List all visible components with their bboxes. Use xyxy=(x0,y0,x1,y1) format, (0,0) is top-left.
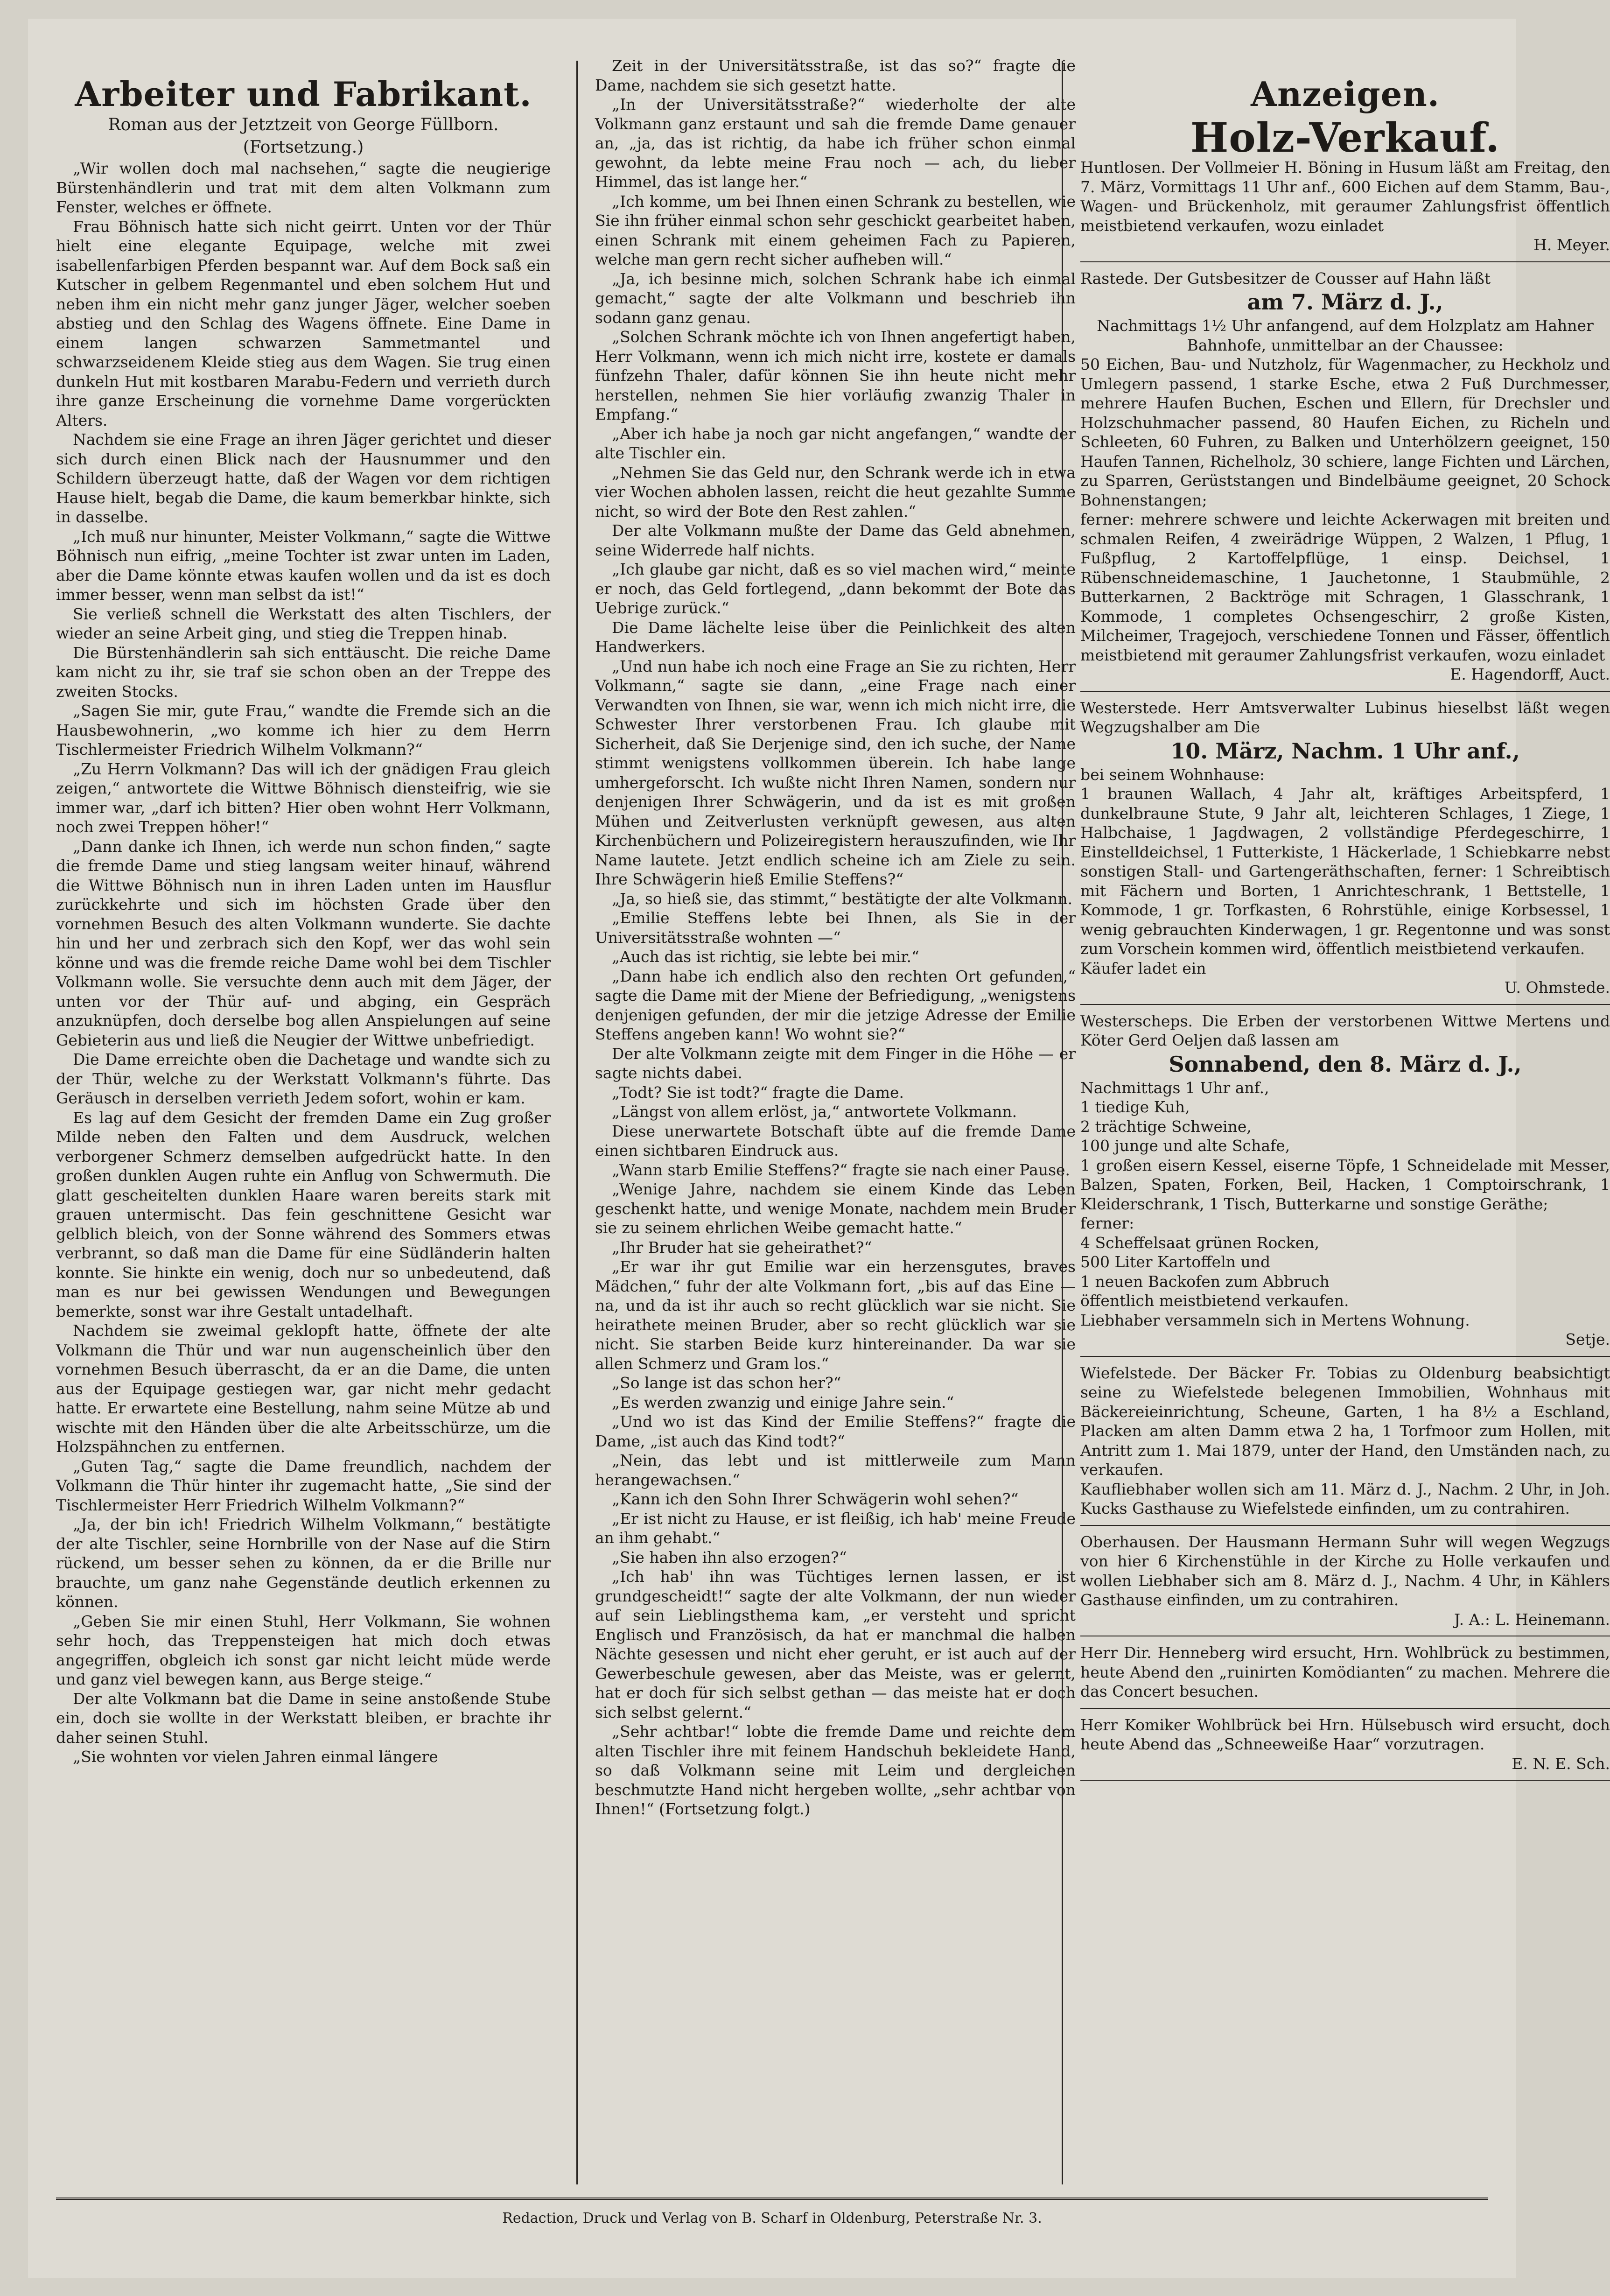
ad-divider xyxy=(1080,691,1610,692)
paragraph: „Und nun habe ich noch eine Frage an Sie zu richten, Herr Volkmann,“ sagte sie dann, „eine Frage nach einer Verwandten von Ihnen, sie war, wenn ich mich nicht irre, die Schwester Ihrer verstorbenen Frau. Ich glaube mit Sicherheit, daß Sie Derjenige sind, den ich suche, der Name stimmt wenigstens vollkommen überein. Ich habe lange umhergeforscht. Ich wußte nicht Ihren Namen, sondern nur denjenigen Ihrer Schwägerin, und da ist es mit großen Mühen und Zeitverlusten verknüpft gewesen, aus alten Kirchenbüchern und Polizeiregistern herauszufinden, wie Ihr Name lautete. Jetzt endlich scheine ich am Ziele zu sein. Ihre Schwägerin hieß Emilie Steffens?“ xyxy=(595,657,1076,888)
column-rule-1 xyxy=(576,61,578,2184)
advertisement xyxy=(1080,1011,1610,1349)
advertisement xyxy=(1080,269,1610,684)
ad-text: Herr Komiker Wohlbrück bei Hrn. Hülsebusch wird ersucht, doch heute Abend das „Schneeweiße Haar“ vorzutragen. xyxy=(1080,1715,1610,1753)
ad-text: 1 braunen Wallach, 4 Jahr alt, kräftiges Arbeitspferd, 1 dunkelbraune Stute, 9 Jahr alt, leichteren Schlages, 1 Ziege, 1 Halbchaise, 1 Jagdwagen, 2 vollständige Pferdegeschirre, 1 Einstelldeichsel, 1 Futterkiste, 1 Häckerlade, 1 Schiebkarre nebst sonstigen Stall- und Gartengeräthschaften, ferner: 1 Schreibtisch mit Fächern und Borten, 1 Anrichteschrank, 1 Bettstelle, 1 Kommode, 1 gr. Torfkasten, 6 Rohrstühle, einige Korbsessel, 1 wenig gebrauchten Kinderwagen, 1 gr. Regentonne und was sonst zum Vorschein kommen wird, öffentlich meistbietend verkaufen. xyxy=(1080,785,1610,958)
paragraph: „Er ist nicht zu Hause, er ist fleißig, ich hab' meine Freude an ihm gehabt.“ xyxy=(595,1509,1076,1547)
ad-text: Liebhaber versammeln sich in Mertens Wohnung. xyxy=(1080,1311,1470,1329)
ad-divider xyxy=(1080,1780,1610,1781)
ad-text: öffentlich meistbietend verkaufen. xyxy=(1080,1292,1349,1310)
novel-text-part2 xyxy=(595,56,1076,1819)
imprint-footer: Redaction, Druck und Verlag von B. Scharf in Oldenburg, Peterstraße Nr. 3. xyxy=(56,2198,1488,2226)
paragraph: Nachdem sie eine Frage an ihren Jäger gerichtet und dieser sich durch einen Blick nach der Hausnummer und den Schildern überzeugt hatte, daß der Wagen vor dem richtigen Hause hielt, begab die Dame, die kaum bemerkbar hinkte, sich in dasselbe. xyxy=(56,430,551,526)
ad-divider xyxy=(1080,261,1610,262)
ad-text: Rastede. Der Gutsbesitzer de Cousser auf Hahn läßt xyxy=(1080,269,1491,288)
paragraph: Sie verließ schnell die Werkstatt des alten Tischlers, der wieder an seine Arbeit ging, und stieg die Treppen hinab. xyxy=(56,604,551,642)
continuation-note: (Fortsetzung.) xyxy=(243,138,364,157)
ad-divider xyxy=(1080,1004,1610,1005)
paragraph: „Sie haben ihn also erzogen?“ xyxy=(612,1548,847,1566)
paragraph: „Kann ich den Sohn Ihrer Schwägerin wohl sehen?“ xyxy=(612,1490,1019,1508)
paragraph: „In der Universitätsstraße?“ wiederholte der alte Volkmann ganz erstaunt und sah die fremde Dame genauer an, „ja, das ist richtig, da habe ich früher schon einmal gewohnt, da lebte meine Frau noch — ach, du lieber Himmel, das ist lange her.“ xyxy=(595,95,1076,191)
ad-signature: E. N. E. Sch. xyxy=(1512,1754,1610,1773)
ad-signature: H. Meyer. xyxy=(1533,236,1610,254)
ad-text: 2 trächtige Schweine, xyxy=(1080,1117,1252,1136)
ad-text: Nachmittags 1½ Uhr anfangend, auf dem Holzplatz am Hahner Bahnhofe, unmittelbar an der Chaussee: xyxy=(1097,316,1594,354)
ad-text: 500 Liter Kartoffeln und xyxy=(1080,1253,1271,1271)
wood-sale-title: Holz-Verkauf. xyxy=(1190,114,1500,161)
ad-divider xyxy=(1080,1708,1610,1709)
advertisements-column xyxy=(1080,56,1610,1787)
ad-divider xyxy=(1080,1525,1610,1526)
ad-signature: Setje. xyxy=(1565,1330,1610,1348)
ad-date-line: am 7. März d. J., xyxy=(1247,289,1443,315)
paragraph: Die Dame lächelte leise über die Peinlichkeit des alten Handwerkers. xyxy=(595,618,1076,656)
paragraph: Der alte Volkmann bat die Dame in seine anstoßende Stube ein, doch sie wollte in der Werkstatt bleiben, er brachte ihr daher seinen Stuhl. xyxy=(56,1689,551,1747)
ad-text: Kaufliebhaber wollen sich am 11. März d. J., Nachm. 2 Uhr, in Joh. Kucks Gasthause zu Wiefelstede einfinden, um zu contrahiren. xyxy=(1080,1480,1610,1517)
paragraph: Frau Böhnisch hatte sich nicht geirrt. Unten vor der Thür hielt eine elegante Equipage, welche mit zwei isabellenfarbigen Pferden bespannt war. Auf dem Bock saß ein Kutscher in gelbem Regenmantel und eben solchem Hut und neben ihm ein nicht mehr ganz junger Jäger, welcher soeben abstieg und den Schlag des Wagens öffnete. Eine Dame in einem langen schwarzen Sammetmantel und schwarzseidenem Kleide stieg aus dem Wagen. Sie trug einen dunkeln Hut mit kostbaren Marabu-Federn und verrieth durch ihre ganze Erscheinung die vornehme Dame vorgerückten Alters. xyxy=(56,217,551,429)
ad-signature: E. Hagendorff, Auct. xyxy=(1450,665,1610,683)
paragraph: „Sagen Sie mir, gute Frau,“ wandte die Fremde sich an die Hausbewohnerin, „wo komme ich hier zu dem Herrn Tischlermeister Friedrich Wilhelm Volkmann?“ xyxy=(56,702,551,758)
ad-text: 50 Eichen, Bau- und Nutzholz, für Wagenmacher, zu Heckholz und Umlegern passend, 1 starke Esche, etwa 2 Fuß Durchmesser, mehrere Haufen Buchen, Eschen und Ellern, für Drechsler und Holzschuhmacher passend, 80 Haufen Eichen, zu Richeln und Schleeten, 60 Fuhren, zu Balken und Unterhölzern geeignet, 150 Haufen Tannen, Richelholz, 30 schiere, lange Fichten und Lärchen, zu Sparren, Gerüststangen und Bindelbäume geeignet, 20 Schock Bohnenstangen; xyxy=(1080,355,1610,509)
paragraph: „Aber ich habe ja noch gar nicht angefangen,“ wandte der alte Tischler ein. xyxy=(595,424,1076,462)
novel-title: Arbeiter und Fabrikant. xyxy=(75,74,532,114)
novel-text-part1 xyxy=(56,159,551,1767)
ad-text: Wiefelstede. Der Bäcker Fr. Tobias zu Oldenburg beabsichtigt seine zu Wiefelstede belegenen Immobilien, Wohnhaus mit Bäckereieinrichtung, Scheune, Garten, 1 ha 8½ a Eschland, Placken am alten Damm etwa 2 ha, 1 Torfmoor zum Hollen, mit Antritt zum 1. Mai 1879, unter der Hand, den Umständen nach, zu verkaufen. xyxy=(1080,1363,1610,1479)
ad-text: 4 Scheffelsaat grünen Rocken, xyxy=(1080,1233,1320,1252)
paragraph: „Wann starb Emilie Steffens?“ fragte sie nach einer Pause. xyxy=(612,1160,1071,1179)
paragraph: „Ich hab' ihn was Tüchtiges lernen lassen, er ist grundgescheidt!“ sagte der alte Volkmann, der nun wieder auf sein Lieblingsthema kam, „er versteht und spricht Englisch und Französisch, da hat er manchmal die halben Nächte gesessen und nicht eher geruht, er ist auch auf der Gewerbeschule gewesen, aber das Meiste, was er gelernt, hat er doch für sich selbst gethan — das meiste hat er doch sich selbst gelernt.“ xyxy=(595,1567,1076,1721)
paragraph: „Ja, so hieß sie, das stimmt,“ bestätigte der alte Volkmann. xyxy=(612,889,1073,908)
paragraph: „Zu Herrn Volkmann? Das will ich der gnädigen Frau gleich zeigen,“ antwortete die Wittwe Böhnisch diensteifrig, wie sie immer war, „darf ich bitten? Hier oben wohnt Herr Volkmann, noch zwei Treppen höher!“ xyxy=(56,759,551,836)
ad-text: ferner: mehrere schwere und leichte Ackerwagen mit breiten und schmalen Reifen, 4 zweirädrige Wüppen, 2 Walzen, 1 Pflug, 1 Fußpflug, 2 Kartoffelpflüge, 1 einsp. Deichsel, 1 Rübenschneidemaschine, 1 Jauchetonne, 1 Staubmühle, 2 Butterkarnen, 2 Backtröge mit Schragen, 1 Glasschrank, 1 Kommode, 1 completes Ochsengeschirr, 2 große Kisten, Milcheimer, Tragejoch, verschiedene Tonnen und Fässer, öffentlich meistbietend mit geraumer Zahlungsfrist verkaufen, wozu einladet xyxy=(1080,510,1610,664)
ad-text: 1 großen eisern Kessel, eiserne Töpfe, 1 Schneidelade mit Messer, Balzen, Spaten, Forken, Beil, Hacken, 1 Comptoirschrank, 1 Kleiderschrank, 1 Tisch, Butterkarne und sonstige Geräthe; xyxy=(1080,1156,1610,1213)
paragraph: „Dann danke ich Ihnen, ich werde nun schon finden,“ sagte die fremde Dame und stieg langsam weiter hinauf, während die Wittwe Böhnisch nun in ihren Laden unten im Hausflur zurückkehrte und sich im höchsten Grade über den vornehmen Besuch des alten Volkmann wunderte. Sie dachte hin und her und zerbrach sich den Kopf, wer das wohl sein könne und was die fremde reiche Dame wohl bei dem Tischler Volkmann wolle. Sie versuchte denn auch mit dem Jäger, der unten vor der Thür auf- und abging, ein Gespräch anzuknüpfen, doch derselbe bog allen Anspielungen auf seine Gebieterin aus und ließ die Neugier der Wittwe unbefriedigt. xyxy=(56,837,551,1049)
paragraph: Zeit in der Universitätsstraße, ist das so?“ fragte die Dame, nachdem sie sich gesetzt hatte. xyxy=(595,56,1076,94)
ad-text: Nachmittags 1 Uhr anf., xyxy=(1080,1078,1269,1097)
paragraph: „Guten Tag,“ sagte die Dame freundlich, nachdem der Volkmann die Thür hinter ihr zugemacht hatte, „Sie sind der Tischlermeister Herr Friedrich Wilhelm Volkmann?“ xyxy=(56,1457,551,1514)
ad-text: ferner: xyxy=(1080,1214,1134,1232)
ad-signature: U. Ohmstede. xyxy=(1504,978,1610,997)
paragraph: Diese unerwartete Botschaft übte auf die fremde Dame einen sichtbaren Eindruck aus. xyxy=(595,1122,1076,1159)
newspaper-page xyxy=(28,19,1610,2278)
paragraph: Der alte Volkmann zeigte mit dem Finger in die Höhe — er sagte nichts dabei. xyxy=(595,1044,1076,1082)
ad-text: 1 tiedige Kuh, xyxy=(1080,1098,1190,1116)
paragraph: „Dann habe ich endlich also den rechten Ort gefunden,“ sagte die Dame mit der Miene der Befriedigung, „wenigstens denjenigen gefunden, der mir die jetzige Adresse der Emilie Steffens angeben kann! Wo wohnt sie?“ xyxy=(595,967,1076,1043)
paragraph: „Geben Sie mir einen Stuhl, Herr Volkmann, Sie wohnen sehr hoch, das Treppensteigen hat mich doch etwas angegriffen, obgleich ich sonst gar nicht leicht müde werde und ganz viel bewegen kann, aus Berge steige.“ xyxy=(56,1612,551,1688)
paragraph: „Wenige Jahre, nachdem sie einem Kinde das Leben geschenkt hatte, und wenige Monate, nachdem mein Bruder sie zu seinem ehrlichen Weibe gemacht hatte.“ xyxy=(595,1180,1076,1237)
paragraph: „Ich komme, um bei Ihnen einen Schrank zu bestellen, wie Sie ihn früher einmal schon sehr geschickt gearbeitet haben, einen Schrank mit einem geheimen Fach zu Papieren, welche man gern recht sicher aufheben will.“ xyxy=(595,192,1076,268)
paragraph: „Solchen Schrank möchte ich von Ihnen angefertigt haben, Herr Volkmann, wenn ich mich nicht irre, kostete er damals fünfzehn Thaler, dafür können Sie ihn heute nicht mehr herstellen, nehmen Sie hier vorläufig zwanzig Thaler in Empfang.“ xyxy=(595,328,1076,423)
advertisement xyxy=(1080,1532,1610,1629)
paragraph: „Und wo ist das Kind der Emilie Steffens?“ fragte die Dame, „ist auch das Kind todt?“ xyxy=(595,1412,1076,1450)
ad-signature: J. A.: L. Heinemann. xyxy=(1454,1610,1610,1629)
paragraph: „Auch das ist richtig, sie lebte bei mir.“ xyxy=(612,948,919,966)
paragraph: Die Dame erreichte oben die Dachetage und wandte sich zu der Thür, welche zu der Werkstatt Volkmann's führte. Das Geräusch in derselben verrieth Jedem sofort, wohin er kam. xyxy=(56,1050,551,1107)
paragraph: „Nehmen Sie das Geld nur, den Schrank werde ich in etwa vier Wochen abholen lassen, reicht die heut gezahlte Summe nicht, so wird der Bote den Rest zahlen.“ xyxy=(595,463,1076,520)
paragraph: „Ja, der bin ich! Friedrich Wilhelm Volkmann,“ bestätigte der alte Tischler, seine Hornbrille von der Nase auf die Stirn rückend, um besser sehen zu können, da er die Brille nur brauchte, um ganz nahe Gegenstände deutlich erkennen zu können. xyxy=(56,1515,551,1611)
ad-divider xyxy=(1080,1356,1610,1357)
paragraph: „So lange ist das schon her?“ xyxy=(612,1374,841,1392)
paragraph: „Ihr Bruder hat sie geheirathet?“ xyxy=(612,1238,872,1257)
paragraph: Nachdem sie zweimal geklopft hatte, öffnete der alte Volkmann die Thür und war nun augenscheinlich über den vornehmen Besuch überrascht, da er an die Dame, die unten aus der Equipage gestiegen war, gar nicht mehr gedacht hatte. Er erwartete eine Bestellung, nahm seine Mütze ab und wischte mit den Händen über die alte Arbeitsschürze, um die Holzspähnchen zu entfernen. xyxy=(56,1321,551,1456)
paragraph: „Wir wollen doch mal nachsehen,“ sagte die neugierige Bürstenhändlerin und trat mit dem alten Volkmann zum Fenster, welches er öffnete. xyxy=(56,159,551,216)
ad-text: 100 junge und alte Schafe, xyxy=(1080,1137,1290,1155)
ad-text: bei seinem Wohnhause: xyxy=(1080,765,1265,784)
ads-list xyxy=(1080,158,1610,1781)
paragraph: Die Bürstenhändlerin sah sich enttäuscht. Die reiche Dame kam nicht zu ihr, sie traf sie schon oben an der Treppe des zweiten Stocks. xyxy=(56,643,551,701)
ad-text: 1 neuen Backofen zum Abbruch xyxy=(1080,1272,1330,1291)
paragraph: „Es werden zwanzig und einige Jahre sein.“ xyxy=(612,1393,954,1411)
advertisement xyxy=(1080,1363,1610,1518)
ad-text: Huntlosen. Der Vollmeier H. Böning in Husum läßt am Freitag, den 7. März, Vormittags 11 Uhr anf., 600 Eichen auf dem Stamm, Bau-, Wagen- und Brückenholz, mit geraumer Zahlungsfrist öffentlich meistbietend verkaufen, wozu einladet xyxy=(1080,158,1610,235)
ad-text: Herr Dir. Henneberg wird ersucht, Hrn. Wohlbrück zu bestimmen, heute Abend den „ruinirten Komödianten“ zu machen. Mehrere die das Concert besuchen. xyxy=(1080,1643,1610,1700)
paragraph: „Ich glaube gar nicht, daß es so viel machen wird,“ meinte er noch, das Geld fortlegend, „dann bekommt der Bote das Uebrige zurück.“ xyxy=(595,560,1076,617)
paragraph: Der alte Volkmann mußte der Dame das Geld abnehmen, seine Widerrede half nichts. xyxy=(595,521,1076,559)
advertisement xyxy=(1080,1643,1610,1701)
advertisement xyxy=(1080,158,1610,255)
paragraph: „Ich muß nur hinunter, Meister Volkmann,“ sagte die Wittwe Böhnisch nun eifrig, „meine Tochter ist zwar unten im Laden, aber die Dame könnte etwas kaufen wollen und da ist es doch immer besser, wenn man selbst da ist!“ xyxy=(56,527,551,604)
paragraph: „Ja, ich besinne mich, solchen Schrank habe ich einmal gemacht,“ sagte der alte Volkmann und beschrieb ihn sodann ganz genau. xyxy=(595,269,1076,327)
advertisement xyxy=(1080,1715,1610,1774)
paragraph: „Sie wohnten vor vielen Jahren einmal längere xyxy=(73,1748,438,1766)
ad-text: Käufer ladet ein xyxy=(1080,959,1206,977)
advertisement xyxy=(1080,698,1610,997)
paragraph: Es lag auf dem Gesicht der fremden Dame ein Zug großer Milde neben den Falten und dem Ausdruck, welchen verborgener Schmerz demselben aufgedrückt hatte. In den großen dunklen Augen ruhte ein Anflug von Schwermuth. Die glatt gescheitelten dunklen Haare waren bereits stark mit grauen untermischt. Das fein geschnittene Gesicht war gelblich bleich, von der Sonne während des Sommers etwas verbrannt, so daß man die Dame für eine Südländerin halten konnte. Sie hinkte ein wenig, doch nur so unbedeutend, daß man es nur bei gewissen Wendungen und Bewegungen bemerkte, sonst war ihre Gestalt untadelhaft. xyxy=(56,1108,551,1320)
paragraph: „Längst von allem erlöst, ja,“ antwortete Volkmann. xyxy=(612,1102,1017,1121)
ad-date-line: 10. März, Nachm. 1 Uhr anf., xyxy=(1170,738,1520,764)
serial-novel-continuation-column xyxy=(595,56,1076,1819)
paragraph: „Todt? Sie ist todt?“ fragte die Dame. xyxy=(612,1083,904,1102)
paragraph: „Nein, das lebt und ist mittlerweile zum Mann herangewachsen.“ xyxy=(595,1451,1076,1489)
ads-header: Anzeigen. xyxy=(1251,74,1440,114)
paragraph: „Emilie Steffens lebte bei Ihnen, als Sie in der Universitätsstraße wohnten —“ xyxy=(595,909,1076,947)
paragraph: „Sehr achtbar!“ lobte die fremde Dame und reichte dem alten Tischler ihre mit feinem Handschuh bekleidete Hand, so daß Volkmann seine mit Leim und dergleichen beschmutzte Hand nicht hergeben wollte, „sehr achtbar von Ihnen!“ (Fortsetzung folgt.) xyxy=(595,1722,1076,1818)
ad-text: Westerscheps. Die Erben der verstorbenen Wittwe Mertens und Köter Gerd Oeljen daß lassen am xyxy=(1080,1011,1610,1049)
serial-novel-column xyxy=(56,56,551,1767)
ad-date-line: Sonnabend, den 8. März d. J., xyxy=(1169,1051,1522,1077)
ad-text: Oberhausen. Der Hausmann Hermann Suhr will wegen Wegzugs von hier 6 Kirchenstühle in der Kirche zu Holle verkaufen und wollen Liebhaber sich am 8. März d. J., Nachm. 4 Uhr, in Kählers Gasthause einfinden, um zu contrahiren. xyxy=(1080,1532,1610,1609)
paragraph: „Er war ihr gut Emilie war ein herzensgutes, braves Mädchen,“ fuhr der alte Volkmann fort, „bis auf das Eine — na, und da ist ihr auch so recht glücklich war sie nicht. Sie heirathete meinen Bruder, aber so recht glücklich war sie nicht. Sie starben Beide kurz hintereinander. Da war sie allen Schmerz und Gram los.“ xyxy=(595,1257,1076,1373)
novel-subtitle: Roman aus der Jetztzeit von George Füllborn. xyxy=(108,115,499,134)
ad-text: Westerstede. Herr Amtsverwalter Lubinus hieselbst läßt wegen Wegzugshalber am Die xyxy=(1080,698,1610,736)
